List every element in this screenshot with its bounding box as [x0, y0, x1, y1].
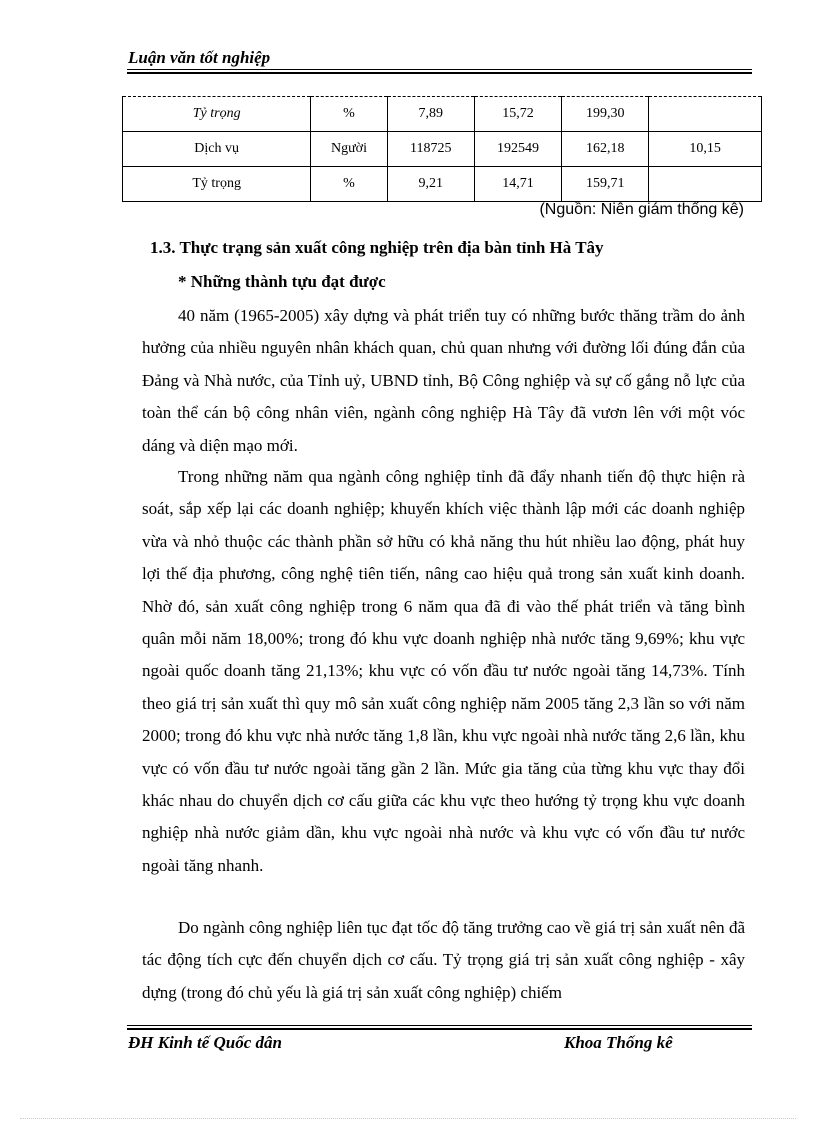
table-cell: Người — [311, 132, 387, 167]
table-row — [123, 167, 762, 202]
page-bottom-divider — [20, 1118, 796, 1119]
footer-rule-top — [127, 1025, 752, 1026]
table-cell: 162,18 — [562, 132, 649, 167]
table-cell: 10,15 — [649, 132, 762, 167]
table-cell: Dịch vụ — [123, 132, 311, 167]
table-cell: 192549 — [474, 132, 561, 167]
table-cell: % — [311, 167, 387, 202]
page-header-title: Luận văn tốt nghiệp — [128, 48, 271, 67]
header-rule-bottom — [127, 72, 752, 74]
table-cell — [649, 97, 762, 132]
subsection-heading: * Những thành tựu đạt được — [178, 272, 386, 291]
table-source-note: (Nguồn: Niên giám thống kê) — [539, 201, 744, 218]
table-cell: 9,21 — [387, 167, 474, 202]
table-cell: 118725 — [387, 132, 474, 167]
table-cell: 15,72 — [474, 97, 561, 132]
table-cell: 7,89 — [387, 97, 474, 132]
body-paragraph: Do ngành công nghiệp liên tục đạt tốc độ tăng trưởng cao về giá trị sản xuất nên đã tác động tích cực đến chuyển dịch cơ cấu. Tỷ trọng giá trị sản xuất công nghiệp - xây dựng (trong đó chủ yếu là giá trị sản xuất công nghiệp) chiếm — [142, 918, 745, 1002]
table-row — [123, 132, 762, 167]
table-cell: 14,71 — [474, 167, 561, 202]
footer-university: ĐH Kinh tế Quốc dân — [128, 1033, 282, 1052]
table-cell: 159,71 — [562, 167, 649, 202]
table-cell: Tỷ trọng — [123, 167, 311, 202]
footer-rule-bottom — [127, 1028, 752, 1030]
table-cell — [649, 167, 762, 202]
statistics-table — [122, 96, 762, 202]
table-cell: % — [311, 97, 387, 132]
table-cell: 199,30 — [562, 97, 649, 132]
table-cell: Tỷ trọng — [123, 97, 311, 132]
footer-faculty: Khoa Thống kê — [564, 1033, 673, 1052]
body-paragraph: 40 năm (1965-2005) xây dựng và phát triển tuy có những bước thăng trầm do ảnh hưởng của nhiều nguyên nhân khách quan, chủ quan nhưng với đường lối đúng đắn của Đảng và Nhà nước, của Tỉnh uỷ, UBND tỉnh, Bộ Công nghiệp và sự cố gắng nỗ lực của toàn thể cán bộ công nhân viên, ngành công nghiệp Hà Tây đã vươn lên với một vóc dáng và diện mạo mới. — [142, 306, 745, 455]
table-row — [123, 97, 762, 132]
header-rule-top — [127, 69, 752, 70]
section-heading: 1.3. Thực trạng sản xuất công nghiệp trên địa bàn tỉnh Hà Tây — [150, 238, 604, 257]
body-paragraph: Trong những năm qua ngành công nghiệp tỉnh đã đẩy nhanh tiến độ thực hiện rà soát, sắp xếp lại các doanh nghiệp; khuyến khích việc thành lập mới các doanh nghiệp vừa và nhỏ thuộc các thành phần sở hữu có khả năng thu hút nhiều lao động, phát huy lợi thế địa phương, công nghệ tiên tiến, nâng cao hiệu quả trong sản xuất kinh doanh. Nhờ đó, sản xuất công nghiệp trong 6 năm qua đã đi vào thế phát triển và tăng bình quân mỗi năm 18,00%; trong đó khu vực doanh nghiệp nhà nước tăng 9,69%; khu vực ngoài quốc doanh tăng 21,13%; khu vực có vốn đầu tư nước ngoài tăng 14,73%. Tính theo giá trị sản xuất thì quy mô sản xuất công nghiệp năm 2005 tăng 2,3 lần so với năm 2000; trong đó khu vực nhà nước tăng 1,8 lần, khu vực ngoài nhà nước tăng 2,6 lần, khu vực có vốn đầu tư nước ngoài tăng gần 2 lần. Mức gia tăng của từng khu vực thay đổi khác nhau do chuyển dịch cơ cấu giữa các khu vực theo hướng tỷ trọng khu vực doanh nghiệp nhà nước giảm dần, khu vực ngoài nhà nước và khu vực có vốn đầu tư nước ngoài tăng nhanh. — [142, 467, 745, 875]
